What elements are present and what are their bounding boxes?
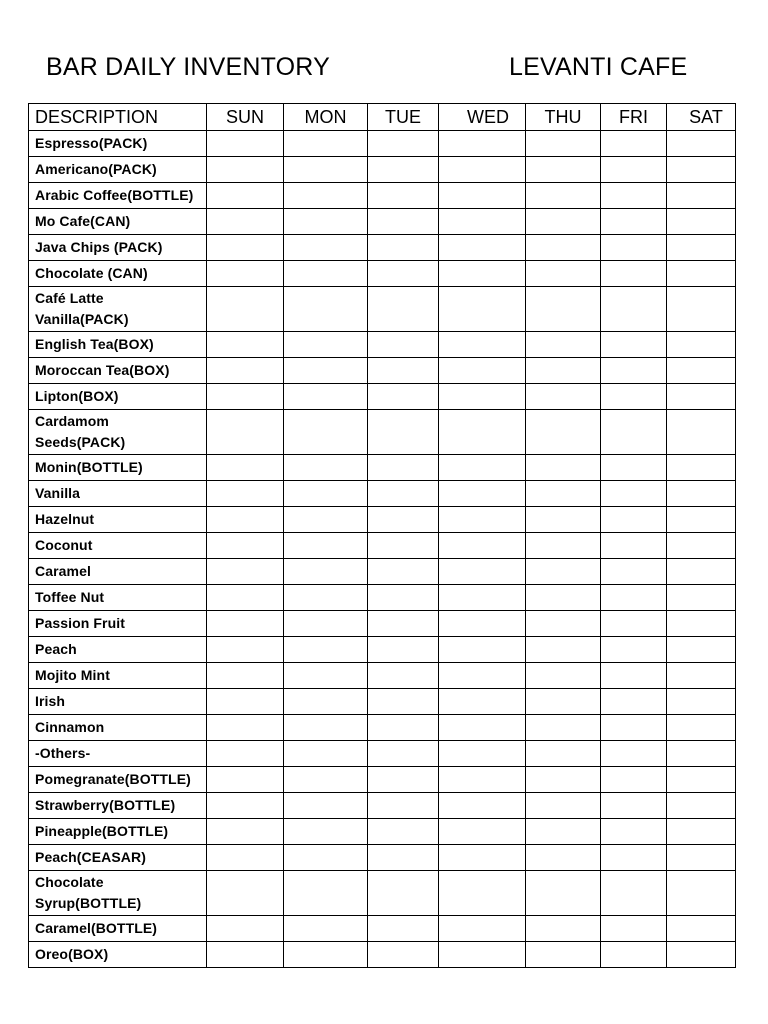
item-description: Coconut xyxy=(29,533,207,559)
table-row xyxy=(29,183,736,209)
count-cell-sun[interactable] xyxy=(207,611,284,637)
count-cell-mon[interactable] xyxy=(284,637,368,663)
item-description: Chocolate Syrup(BOTTLE) xyxy=(29,871,207,916)
count-cell-tue[interactable] xyxy=(368,793,439,819)
count-cell-mon[interactable] xyxy=(284,358,368,384)
count-cell-fri[interactable] xyxy=(601,455,667,481)
count-cell-mon[interactable] xyxy=(284,585,368,611)
table-row xyxy=(29,845,736,871)
count-cell-wed[interactable] xyxy=(439,533,526,559)
item-description: Chocolate (CAN) xyxy=(29,261,207,287)
count-cell-fri[interactable] xyxy=(601,410,667,455)
count-cell-mon[interactable] xyxy=(284,793,368,819)
count-cell-fri[interactable] xyxy=(601,663,667,689)
item-description: Cardamom Seeds(PACK) xyxy=(29,410,207,455)
count-cell-sun[interactable] xyxy=(207,793,284,819)
count-cell-sat[interactable] xyxy=(667,332,736,358)
count-cell-wed[interactable] xyxy=(439,559,526,585)
table-row xyxy=(29,332,736,358)
count-cell-sat[interactable] xyxy=(667,157,736,183)
item-description: Java Chips (PACK) xyxy=(29,235,207,261)
count-cell-sat[interactable] xyxy=(667,663,736,689)
count-cell-sat[interactable] xyxy=(667,916,736,942)
count-cell-mon[interactable] xyxy=(284,663,368,689)
count-cell-thu[interactable] xyxy=(526,741,601,767)
count-cell-wed[interactable] xyxy=(439,332,526,358)
count-cell-wed[interactable] xyxy=(439,157,526,183)
table-row xyxy=(29,507,736,533)
count-cell-sat[interactable] xyxy=(667,559,736,585)
table-row xyxy=(29,410,736,455)
count-cell-fri[interactable] xyxy=(601,287,667,332)
count-cell-tue[interactable] xyxy=(368,689,439,715)
count-cell-thu[interactable] xyxy=(526,235,601,261)
item-description: Strawberry(BOTTLE) xyxy=(29,793,207,819)
count-cell-sun[interactable] xyxy=(207,715,284,741)
count-cell-sun[interactable] xyxy=(207,942,284,968)
count-cell-sun[interactable] xyxy=(207,183,284,209)
count-cell-fri[interactable] xyxy=(601,332,667,358)
count-cell-sun[interactable] xyxy=(207,358,284,384)
count-cell-wed[interactable] xyxy=(439,585,526,611)
count-cell-thu[interactable] xyxy=(526,916,601,942)
count-cell-sat[interactable] xyxy=(667,585,736,611)
column-header-description: DESCRIPTION xyxy=(29,104,207,131)
count-cell-thu[interactable] xyxy=(526,332,601,358)
count-cell-tue[interactable] xyxy=(368,157,439,183)
count-cell-mon[interactable] xyxy=(284,183,368,209)
count-cell-thu[interactable] xyxy=(526,663,601,689)
count-cell-fri[interactable] xyxy=(601,209,667,235)
count-cell-thu[interactable] xyxy=(526,384,601,410)
count-cell-mon[interactable] xyxy=(284,942,368,968)
count-cell-sat[interactable] xyxy=(667,871,736,916)
count-cell-sun[interactable] xyxy=(207,819,284,845)
count-cell-sat[interactable] xyxy=(667,183,736,209)
count-cell-wed[interactable] xyxy=(439,507,526,533)
count-cell-sat[interactable] xyxy=(667,287,736,332)
count-cell-fri[interactable] xyxy=(601,183,667,209)
count-cell-mon[interactable] xyxy=(284,481,368,507)
table-row xyxy=(29,611,736,637)
count-cell-fri[interactable] xyxy=(601,481,667,507)
count-cell-tue[interactable] xyxy=(368,611,439,637)
item-description: Peach xyxy=(29,637,207,663)
count-cell-sun[interactable] xyxy=(207,384,284,410)
header-row xyxy=(29,104,736,131)
count-cell-tue[interactable] xyxy=(368,871,439,916)
count-cell-tue[interactable] xyxy=(368,585,439,611)
count-cell-mon[interactable] xyxy=(284,384,368,410)
count-cell-wed[interactable] xyxy=(439,942,526,968)
count-cell-sat[interactable] xyxy=(667,261,736,287)
count-cell-fri[interactable] xyxy=(601,793,667,819)
table-row xyxy=(29,741,736,767)
count-cell-sat[interactable] xyxy=(667,235,736,261)
table-row xyxy=(29,384,736,410)
table-row xyxy=(29,793,736,819)
count-cell-sun[interactable] xyxy=(207,559,284,585)
item-description: Passion Fruit xyxy=(29,611,207,637)
count-cell-wed[interactable] xyxy=(439,261,526,287)
count-cell-wed[interactable] xyxy=(439,481,526,507)
count-cell-sun[interactable] xyxy=(207,131,284,157)
count-cell-sun[interactable] xyxy=(207,287,284,332)
count-cell-sun[interactable] xyxy=(207,741,284,767)
count-cell-sat[interactable] xyxy=(667,793,736,819)
count-cell-wed[interactable] xyxy=(439,767,526,793)
count-cell-sat[interactable] xyxy=(667,455,736,481)
count-cell-mon[interactable] xyxy=(284,533,368,559)
count-cell-thu[interactable] xyxy=(526,819,601,845)
item-description: Mojito Mint xyxy=(29,663,207,689)
count-cell-sat[interactable] xyxy=(667,611,736,637)
count-cell-thu[interactable] xyxy=(526,637,601,663)
item-description: Moroccan Tea(BOX) xyxy=(29,358,207,384)
count-cell-fri[interactable] xyxy=(601,235,667,261)
count-cell-sun[interactable] xyxy=(207,845,284,871)
count-cell-thu[interactable] xyxy=(526,455,601,481)
count-cell-fri[interactable] xyxy=(601,819,667,845)
count-cell-fri[interactable] xyxy=(601,261,667,287)
count-cell-thu[interactable] xyxy=(526,611,601,637)
count-cell-tue[interactable] xyxy=(368,942,439,968)
count-cell-sat[interactable] xyxy=(667,767,736,793)
count-cell-tue[interactable] xyxy=(368,235,439,261)
count-cell-tue[interactable] xyxy=(368,663,439,689)
count-cell-thu[interactable] xyxy=(526,793,601,819)
count-cell-tue[interactable] xyxy=(368,287,439,332)
count-cell-thu[interactable] xyxy=(526,287,601,332)
count-cell-tue[interactable] xyxy=(368,715,439,741)
count-cell-fri[interactable] xyxy=(601,358,667,384)
count-cell-fri[interactable] xyxy=(601,611,667,637)
item-description: English Tea(BOX) xyxy=(29,332,207,358)
table-row xyxy=(29,942,736,968)
count-cell-mon[interactable] xyxy=(284,261,368,287)
item-description: Monin(BOTTLE) xyxy=(29,455,207,481)
count-cell-tue[interactable] xyxy=(368,410,439,455)
count-cell-fri[interactable] xyxy=(601,131,667,157)
table-row xyxy=(29,916,736,942)
count-cell-tue[interactable] xyxy=(368,358,439,384)
item-description: Vanilla xyxy=(29,481,207,507)
count-cell-sun[interactable] xyxy=(207,916,284,942)
count-cell-sat[interactable] xyxy=(667,942,736,968)
count-cell-mon[interactable] xyxy=(284,410,368,455)
count-cell-mon[interactable] xyxy=(284,235,368,261)
count-cell-fri[interactable] xyxy=(601,157,667,183)
count-cell-thu[interactable] xyxy=(526,533,601,559)
count-cell-fri[interactable] xyxy=(601,871,667,916)
count-cell-tue[interactable] xyxy=(368,384,439,410)
count-cell-fri[interactable] xyxy=(601,942,667,968)
count-cell-sun[interactable] xyxy=(207,410,284,455)
count-cell-sat[interactable] xyxy=(667,819,736,845)
count-cell-thu[interactable] xyxy=(526,507,601,533)
item-description: Hazelnut xyxy=(29,507,207,533)
count-cell-tue[interactable] xyxy=(368,507,439,533)
count-cell-fri[interactable] xyxy=(601,767,667,793)
table-row xyxy=(29,235,736,261)
count-cell-fri[interactable] xyxy=(601,715,667,741)
count-cell-sun[interactable] xyxy=(207,585,284,611)
column-header-thu: THU xyxy=(526,104,601,131)
count-cell-sun[interactable] xyxy=(207,533,284,559)
column-header-sun: SUN xyxy=(207,104,284,131)
table-row xyxy=(29,481,736,507)
count-cell-wed[interactable] xyxy=(439,410,526,455)
table-row xyxy=(29,287,736,332)
count-cell-tue[interactable] xyxy=(368,332,439,358)
count-cell-wed[interactable] xyxy=(439,916,526,942)
table-row xyxy=(29,209,736,235)
count-cell-thu[interactable] xyxy=(526,871,601,916)
column-header-fri: FRI xyxy=(601,104,667,131)
item-description: Toffee Nut xyxy=(29,585,207,611)
count-cell-wed[interactable] xyxy=(439,871,526,916)
count-cell-mon[interactable] xyxy=(284,157,368,183)
table-row xyxy=(29,455,736,481)
count-cell-wed[interactable] xyxy=(439,455,526,481)
table-row xyxy=(29,819,736,845)
page-title: BAR DAILY INVENTORY xyxy=(46,53,330,81)
count-cell-sat[interactable] xyxy=(667,131,736,157)
count-cell-sun[interactable] xyxy=(207,209,284,235)
count-cell-mon[interactable] xyxy=(284,819,368,845)
count-cell-sun[interactable] xyxy=(207,235,284,261)
item-description: Caramel xyxy=(29,559,207,585)
count-cell-thu[interactable] xyxy=(526,157,601,183)
count-cell-thu[interactable] xyxy=(526,559,601,585)
count-cell-thu[interactable] xyxy=(526,715,601,741)
cafe-name: LEVANTI CAFE xyxy=(509,53,688,81)
count-cell-sun[interactable] xyxy=(207,455,284,481)
count-cell-wed[interactable] xyxy=(439,663,526,689)
count-cell-wed[interactable] xyxy=(439,131,526,157)
count-cell-sat[interactable] xyxy=(667,410,736,455)
item-description: Mo Cafe(CAN) xyxy=(29,209,207,235)
count-cell-thu[interactable] xyxy=(526,183,601,209)
table-row xyxy=(29,559,736,585)
count-cell-tue[interactable] xyxy=(368,131,439,157)
inventory-table xyxy=(28,103,736,968)
count-cell-thu[interactable] xyxy=(526,942,601,968)
count-cell-mon[interactable] xyxy=(284,689,368,715)
table-row xyxy=(29,533,736,559)
count-cell-sun[interactable] xyxy=(207,261,284,287)
count-cell-mon[interactable] xyxy=(284,916,368,942)
count-cell-thu[interactable] xyxy=(526,767,601,793)
count-cell-tue[interactable] xyxy=(368,741,439,767)
count-cell-fri[interactable] xyxy=(601,689,667,715)
count-cell-thu[interactable] xyxy=(526,410,601,455)
count-cell-sun[interactable] xyxy=(207,637,284,663)
count-cell-mon[interactable] xyxy=(284,871,368,916)
count-cell-mon[interactable] xyxy=(284,715,368,741)
count-cell-thu[interactable] xyxy=(526,358,601,384)
count-cell-wed[interactable] xyxy=(439,183,526,209)
item-description: Café Latte Vanilla(PACK) xyxy=(29,287,207,332)
count-cell-fri[interactable] xyxy=(601,845,667,871)
count-cell-tue[interactable] xyxy=(368,916,439,942)
count-cell-wed[interactable] xyxy=(439,611,526,637)
count-cell-wed[interactable] xyxy=(439,235,526,261)
count-cell-sun[interactable] xyxy=(207,689,284,715)
table-row xyxy=(29,261,736,287)
count-cell-tue[interactable] xyxy=(368,819,439,845)
table-row xyxy=(29,663,736,689)
count-cell-tue[interactable] xyxy=(368,481,439,507)
count-cell-wed[interactable] xyxy=(439,384,526,410)
count-cell-sat[interactable] xyxy=(667,384,736,410)
item-description: Caramel(BOTTLE) xyxy=(29,916,207,942)
count-cell-sun[interactable] xyxy=(207,507,284,533)
count-cell-sat[interactable] xyxy=(667,637,736,663)
table-row xyxy=(29,358,736,384)
count-cell-tue[interactable] xyxy=(368,559,439,585)
table-row xyxy=(29,715,736,741)
count-cell-sun[interactable] xyxy=(207,481,284,507)
item-description: Americano(PACK) xyxy=(29,157,207,183)
count-cell-fri[interactable] xyxy=(601,585,667,611)
count-cell-sun[interactable] xyxy=(207,332,284,358)
count-cell-sun[interactable] xyxy=(207,157,284,183)
table-row xyxy=(29,871,736,916)
item-description: Irish xyxy=(29,689,207,715)
table-row xyxy=(29,157,736,183)
count-cell-wed[interactable] xyxy=(439,689,526,715)
count-cell-wed[interactable] xyxy=(439,209,526,235)
count-cell-fri[interactable] xyxy=(601,741,667,767)
count-cell-thu[interactable] xyxy=(526,585,601,611)
count-cell-mon[interactable] xyxy=(284,845,368,871)
count-cell-wed[interactable] xyxy=(439,715,526,741)
count-cell-tue[interactable] xyxy=(368,845,439,871)
count-cell-wed[interactable] xyxy=(439,793,526,819)
count-cell-tue[interactable] xyxy=(368,209,439,235)
table-row xyxy=(29,637,736,663)
column-header-wed: WED xyxy=(439,104,526,131)
count-cell-wed[interactable] xyxy=(439,358,526,384)
column-header-sat: SAT xyxy=(667,104,736,131)
table-row xyxy=(29,585,736,611)
count-cell-wed[interactable] xyxy=(439,819,526,845)
count-cell-mon[interactable] xyxy=(284,287,368,332)
item-description: Espresso(PACK) xyxy=(29,131,207,157)
count-cell-sun[interactable] xyxy=(207,871,284,916)
count-cell-sun[interactable] xyxy=(207,767,284,793)
inventory-body xyxy=(29,131,736,968)
count-cell-fri[interactable] xyxy=(601,507,667,533)
count-cell-thu[interactable] xyxy=(526,481,601,507)
count-cell-mon[interactable] xyxy=(284,209,368,235)
count-cell-wed[interactable] xyxy=(439,287,526,332)
item-description: Cinnamon xyxy=(29,715,207,741)
count-cell-fri[interactable] xyxy=(601,637,667,663)
item-description: -Others- xyxy=(29,741,207,767)
item-description: Pomegranate(BOTTLE) xyxy=(29,767,207,793)
count-cell-tue[interactable] xyxy=(368,183,439,209)
count-cell-sat[interactable] xyxy=(667,533,736,559)
item-description: Peach(CEASAR) xyxy=(29,845,207,871)
count-cell-mon[interactable] xyxy=(284,611,368,637)
count-cell-wed[interactable] xyxy=(439,845,526,871)
count-cell-mon[interactable] xyxy=(284,507,368,533)
item-description: Pineapple(BOTTLE) xyxy=(29,819,207,845)
count-cell-sat[interactable] xyxy=(667,741,736,767)
count-cell-fri[interactable] xyxy=(601,559,667,585)
count-cell-mon[interactable] xyxy=(284,741,368,767)
count-cell-sat[interactable] xyxy=(667,481,736,507)
count-cell-fri[interactable] xyxy=(601,533,667,559)
count-cell-thu[interactable] xyxy=(526,845,601,871)
column-header-mon: MON xyxy=(284,104,368,131)
count-cell-mon[interactable] xyxy=(284,131,368,157)
item-description: Lipton(BOX) xyxy=(29,384,207,410)
item-description: Arabic Coffee(BOTTLE) xyxy=(29,183,207,209)
count-cell-thu[interactable] xyxy=(526,209,601,235)
count-cell-tue[interactable] xyxy=(368,261,439,287)
count-cell-sat[interactable] xyxy=(667,845,736,871)
count-cell-mon[interactable] xyxy=(284,332,368,358)
column-header-tue: TUE xyxy=(368,104,439,131)
count-cell-sat[interactable] xyxy=(667,715,736,741)
count-cell-wed[interactable] xyxy=(439,637,526,663)
count-cell-mon[interactable] xyxy=(284,455,368,481)
count-cell-tue[interactable] xyxy=(368,637,439,663)
count-cell-mon[interactable] xyxy=(284,767,368,793)
count-cell-mon[interactable] xyxy=(284,559,368,585)
count-cell-fri[interactable] xyxy=(601,916,667,942)
count-cell-thu[interactable] xyxy=(526,689,601,715)
count-cell-sat[interactable] xyxy=(667,507,736,533)
count-cell-tue[interactable] xyxy=(368,455,439,481)
count-cell-sat[interactable] xyxy=(667,209,736,235)
item-description: Oreo(BOX) xyxy=(29,942,207,968)
table-row xyxy=(29,767,736,793)
count-cell-sat[interactable] xyxy=(667,358,736,384)
count-cell-sun[interactable] xyxy=(207,663,284,689)
count-cell-tue[interactable] xyxy=(368,533,439,559)
count-cell-wed[interactable] xyxy=(439,741,526,767)
count-cell-sat[interactable] xyxy=(667,689,736,715)
count-cell-thu[interactable] xyxy=(526,131,601,157)
count-cell-thu[interactable] xyxy=(526,261,601,287)
count-cell-fri[interactable] xyxy=(601,384,667,410)
table-row xyxy=(29,689,736,715)
table-row xyxy=(29,131,736,157)
count-cell-tue[interactable] xyxy=(368,767,439,793)
